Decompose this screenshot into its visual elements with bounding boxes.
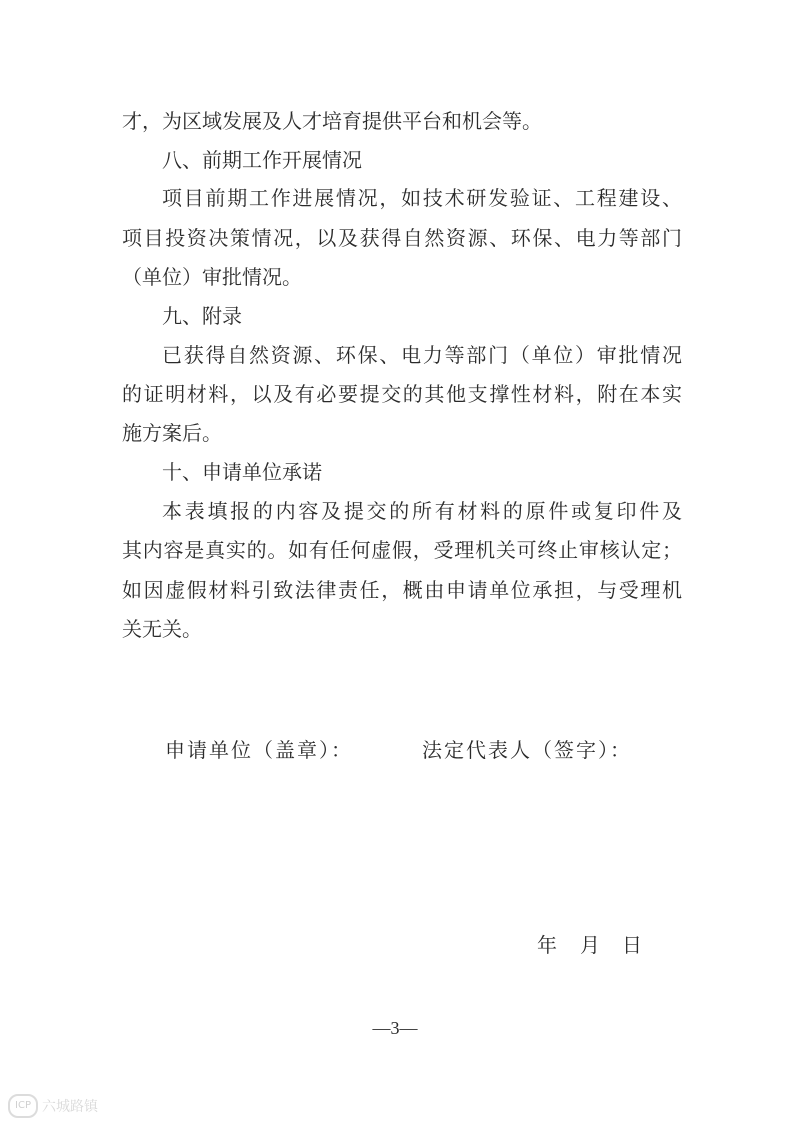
page-number: —3— xyxy=(372,1018,418,1038)
paragraph-line: 关无关。 xyxy=(122,617,202,641)
watermark xyxy=(8,1094,98,1118)
date-month-label: 月 xyxy=(580,933,600,957)
paragraph-line: 施方案后。 xyxy=(122,421,222,445)
paragraph-line: 已获得自然资源、环保、电力等部门（单位）审批情况 xyxy=(162,343,682,367)
date-year-label: 年 xyxy=(537,933,557,957)
applicant-seal-label: 申请单位（盖章）： xyxy=(165,738,353,762)
section-heading-8: 八、前期工作开展情况 xyxy=(162,148,362,172)
paragraph-line: 项目前期工作进展情况，如技术研发验证、工程建设、 xyxy=(162,186,682,210)
paragraph-line: （单位）审批情况。 xyxy=(122,265,302,289)
section-heading-9: 九、附录 xyxy=(162,304,242,328)
paragraph-line: 如因虚假材料引致法律责任，概由申请单位承担，与受理机 xyxy=(122,578,682,602)
paragraph-line: 的证明材料，以及有必要提交的其他支撑性材料，附在本实 xyxy=(122,382,682,406)
paragraph-line: 才，为区域发展及人才培育提供平台和机会等。 xyxy=(122,109,542,133)
date-day-label: 日 xyxy=(622,933,642,957)
paragraph-line: 其内容是真实的。如有任何虚假，受理机关可终止审核认定； xyxy=(122,538,682,562)
paragraph-line: 项目投资决策情况，以及获得自然资源、环保、电力等部门 xyxy=(122,226,682,250)
watermark-text: 六城路镇 xyxy=(42,1099,98,1115)
paragraph-line: 本表填报的内容及提交的所有材料的原件或复印件及 xyxy=(162,499,682,523)
section-heading-10: 十、申请单位承诺 xyxy=(162,460,322,484)
legal-rep-signature-label: 法定代表人（签字）： xyxy=(422,738,632,762)
watermark-logo-icon: ICP xyxy=(8,1094,38,1118)
